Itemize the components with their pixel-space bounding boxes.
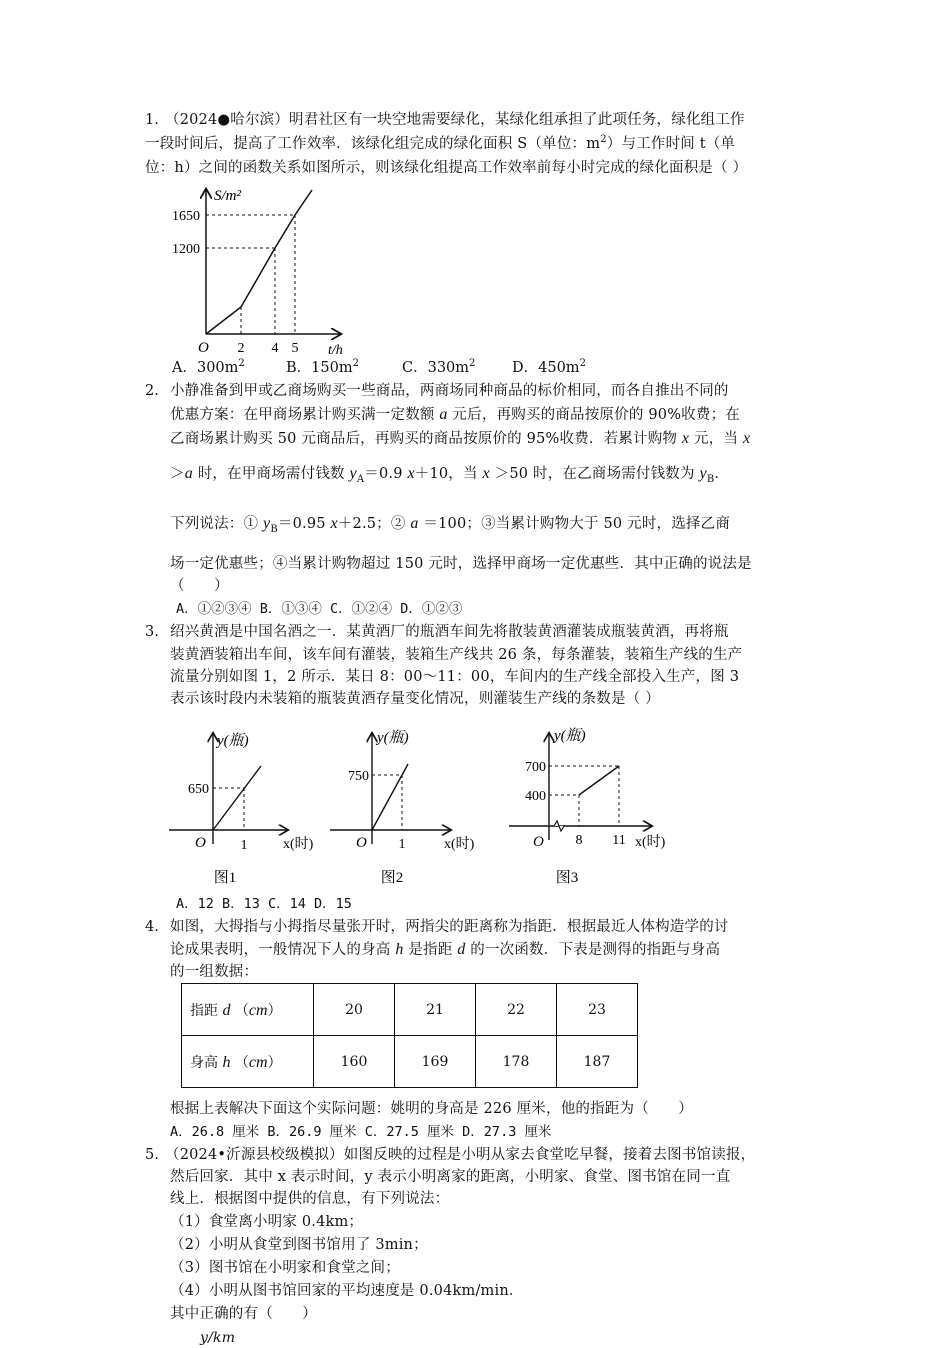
q3-figure-1 (165, 728, 335, 890)
q3-figure-3 (505, 722, 705, 890)
question-text-line: 如图，大拇指与小拇指尽量张开时，两指尖的距离称为指距．根据最近人体构造学的讨 (170, 919, 729, 935)
q3-figure-2 (330, 722, 500, 890)
answer-option-d[interactable]: D．$450m^2$ (512, 358, 586, 376)
x-tick-label: 11 (612, 833, 626, 848)
question-text-line: 其中正确的有（ ） (170, 1306, 317, 1322)
question-text-line: 位：h）之间的函数关系如图所示，则该绿化组提高工作效率前每小时完成的绿化面积是（ ） (145, 160, 748, 176)
table-cell: 160 (314, 1036, 395, 1088)
question-text-line: （2024●哈尔滨）明君社区有一块空地需要绿化，某绿化组承担了此项任务，绿化组工作 (165, 112, 745, 128)
x-axis-label: x(时) (283, 837, 314, 852)
axis-break (554, 821, 564, 831)
production-line (372, 764, 408, 830)
answer-option-a[interactable]: A．$300m^2$ (172, 358, 245, 376)
question-text-line: 下列说法：① $y_B=0.95$ x＋2.5；② a ＝100；③当累计购物大于 50 元时，选择乙商 (170, 515, 731, 535)
question-text-line: 然后回家．其中 x 表示时间，y 表示小明离家的距离，小明家、食堂、图书馆在同一直 (170, 1169, 731, 1185)
x-tick-label: 5 (291, 341, 299, 356)
question-text-line: 绍兴黄酒是中国名酒之一．某黄酒厂的瓶酒车间先将散装黄酒灌装成瓶装黄酒，再将瓶 (170, 624, 729, 640)
y-tick-label: 1650 (172, 209, 200, 224)
x-tick-label: 1 (398, 837, 406, 852)
data-table (181, 983, 638, 1088)
function-line (206, 190, 312, 334)
table-cell: 187 (557, 1036, 638, 1088)
answer-options[interactable]: A．26.8 厘米 B．26.9 厘米 C．27.5 厘米 D．27.3 厘米 (170, 1124, 552, 1140)
q5-chart-y-label: y/km (200, 1330, 236, 1346)
question-text-line: 流量分别如图 1，2 所示．某日 8：00～11：00，车间内的生产线全部投入生产，图 3 (170, 669, 740, 685)
statement-3: （3）图书馆在小明家和食堂之间； (170, 1260, 400, 1276)
origin-label: O (195, 835, 206, 851)
question-text-line: 根据上表解决下面这个实际问题：姚明的身高是 226 厘米，他的指距为（ ） (170, 1101, 693, 1117)
question-text-line: 表示该时段内未装箱的瓶装黄酒存量变化情况，则灌装生产线的条数是（ ） (170, 691, 660, 707)
y-axis-label: y(瓶) (554, 728, 586, 744)
question-number: 3. (145, 624, 159, 640)
x-tick-label: 8 (575, 833, 583, 848)
answer-option-c[interactable]: C．$330m^2$ (402, 358, 476, 376)
question-text-line: （2024•沂源县校级模拟）如图反映的过程是小明从家去食堂吃早餐，接着去图书馆读报， (165, 1147, 756, 1163)
statement-2: （2）小明从食堂到图书馆用了 3min； (170, 1237, 428, 1253)
y-tick-label: 700 (525, 760, 546, 775)
y-axis-label: y(瓶) (217, 733, 249, 749)
table-cell: 23 (557, 984, 638, 1036)
statement-4: （4）小明从图书馆回家的平均速度是 0.04km/min． (170, 1283, 524, 1299)
table-row (182, 1036, 638, 1088)
y-tick-label: 650 (188, 782, 209, 797)
origin-label: O (533, 834, 544, 850)
stock-line (579, 766, 619, 795)
question-text-line: 装黄酒装箱出车间，该车间有灌装，装箱生产线共 26 条，每条灌装，装箱生产线的生产 (170, 647, 743, 663)
question-text-line: 论成果表明，一般情况下人的身高 h 是指距 d 的一次函数．下表是测得的指距与身高 (170, 941, 721, 958)
question-number: 4. (145, 919, 159, 935)
answer-options[interactable]: A．12 B．13 C．14 D．15 (176, 896, 352, 912)
table-cell: 169 (395, 1036, 476, 1088)
question-text-line: 小静准备到甲或乙商场购买一些商品，两商场同种商品的标价相同，而各自推出不同的 (170, 383, 729, 399)
statement-1: （1）食堂离小明家 0.4km； (170, 1214, 364, 1230)
question-text-line: 乙商场累计购买 50 元商品后，再购买的商品按原价的 95%收费．若累计购物 x 元，当 x (170, 430, 751, 447)
question-text-line: 场一定优惠些；④当累计购物超过 150 元时，选择甲商场一定优惠些．其中正确的说法是 (170, 556, 752, 572)
table-cell: 22 (476, 984, 557, 1036)
question-number: 5. (145, 1147, 159, 1163)
y-tick-label: 1200 (172, 242, 200, 257)
table-cell: 21 (395, 984, 476, 1036)
figure-caption: 图1 (213, 870, 237, 886)
table-row-header: 指距 d （cm） (182, 984, 314, 1036)
table-cell: 178 (476, 1036, 557, 1088)
production-line (213, 766, 261, 830)
table-row-header: 身高 h （cm） (182, 1036, 314, 1088)
figure-caption: 图2 (380, 870, 404, 886)
question-text-line: 线上．根据图中提供的信息，有下列说法： (170, 1191, 450, 1207)
table-row (182, 984, 638, 1036)
question-text-line: 一段时间后，提高了工作效率．该绿化组完成的绿化面积 S（单位：$m^2$）与工作时间 t（单 (145, 134, 736, 152)
q1-function-graph (160, 182, 370, 362)
y-axis-label: y(瓶) (377, 730, 409, 746)
question-number: 2. (145, 383, 159, 399)
question-text-line: （ ） (170, 578, 229, 594)
x-axis-label: x(时) (444, 837, 475, 852)
answer-option-b[interactable]: B．$150m^2$ (286, 358, 359, 376)
origin-label: O (198, 340, 209, 356)
question-text-line: 优惠方案：在甲商场累计购买满一定数额 a 元后，再购买的商品按原价的 90%收费；在 (170, 406, 740, 423)
y-tick-label: 750 (348, 769, 369, 784)
x-axis-label: x(时) (635, 835, 666, 850)
question-text-line: 的一组数据： (170, 964, 259, 980)
x-tick-label: 2 (237, 341, 245, 356)
x-axis-label: t/h (328, 343, 343, 358)
figure-caption: 图3 (555, 870, 579, 886)
question-text-line: ＞a 时，在甲商场需付钱数 $y_A=0.9$ x＋10，当 x ＞50 时，在乙商场需付钱数为 $y_B$． (170, 465, 730, 485)
answer-options[interactable]: A．①②③④ B．①③④ C．①②④ D．①②③ (176, 601, 463, 617)
x-tick-label: 1 (240, 838, 248, 853)
x-tick-label: 4 (271, 341, 279, 356)
origin-label: O (356, 835, 367, 851)
question-number: 1. (145, 112, 159, 128)
y-axis-label: S/m² (214, 188, 241, 204)
y-tick-label: 400 (525, 789, 546, 804)
table-cell: 20 (314, 984, 395, 1036)
